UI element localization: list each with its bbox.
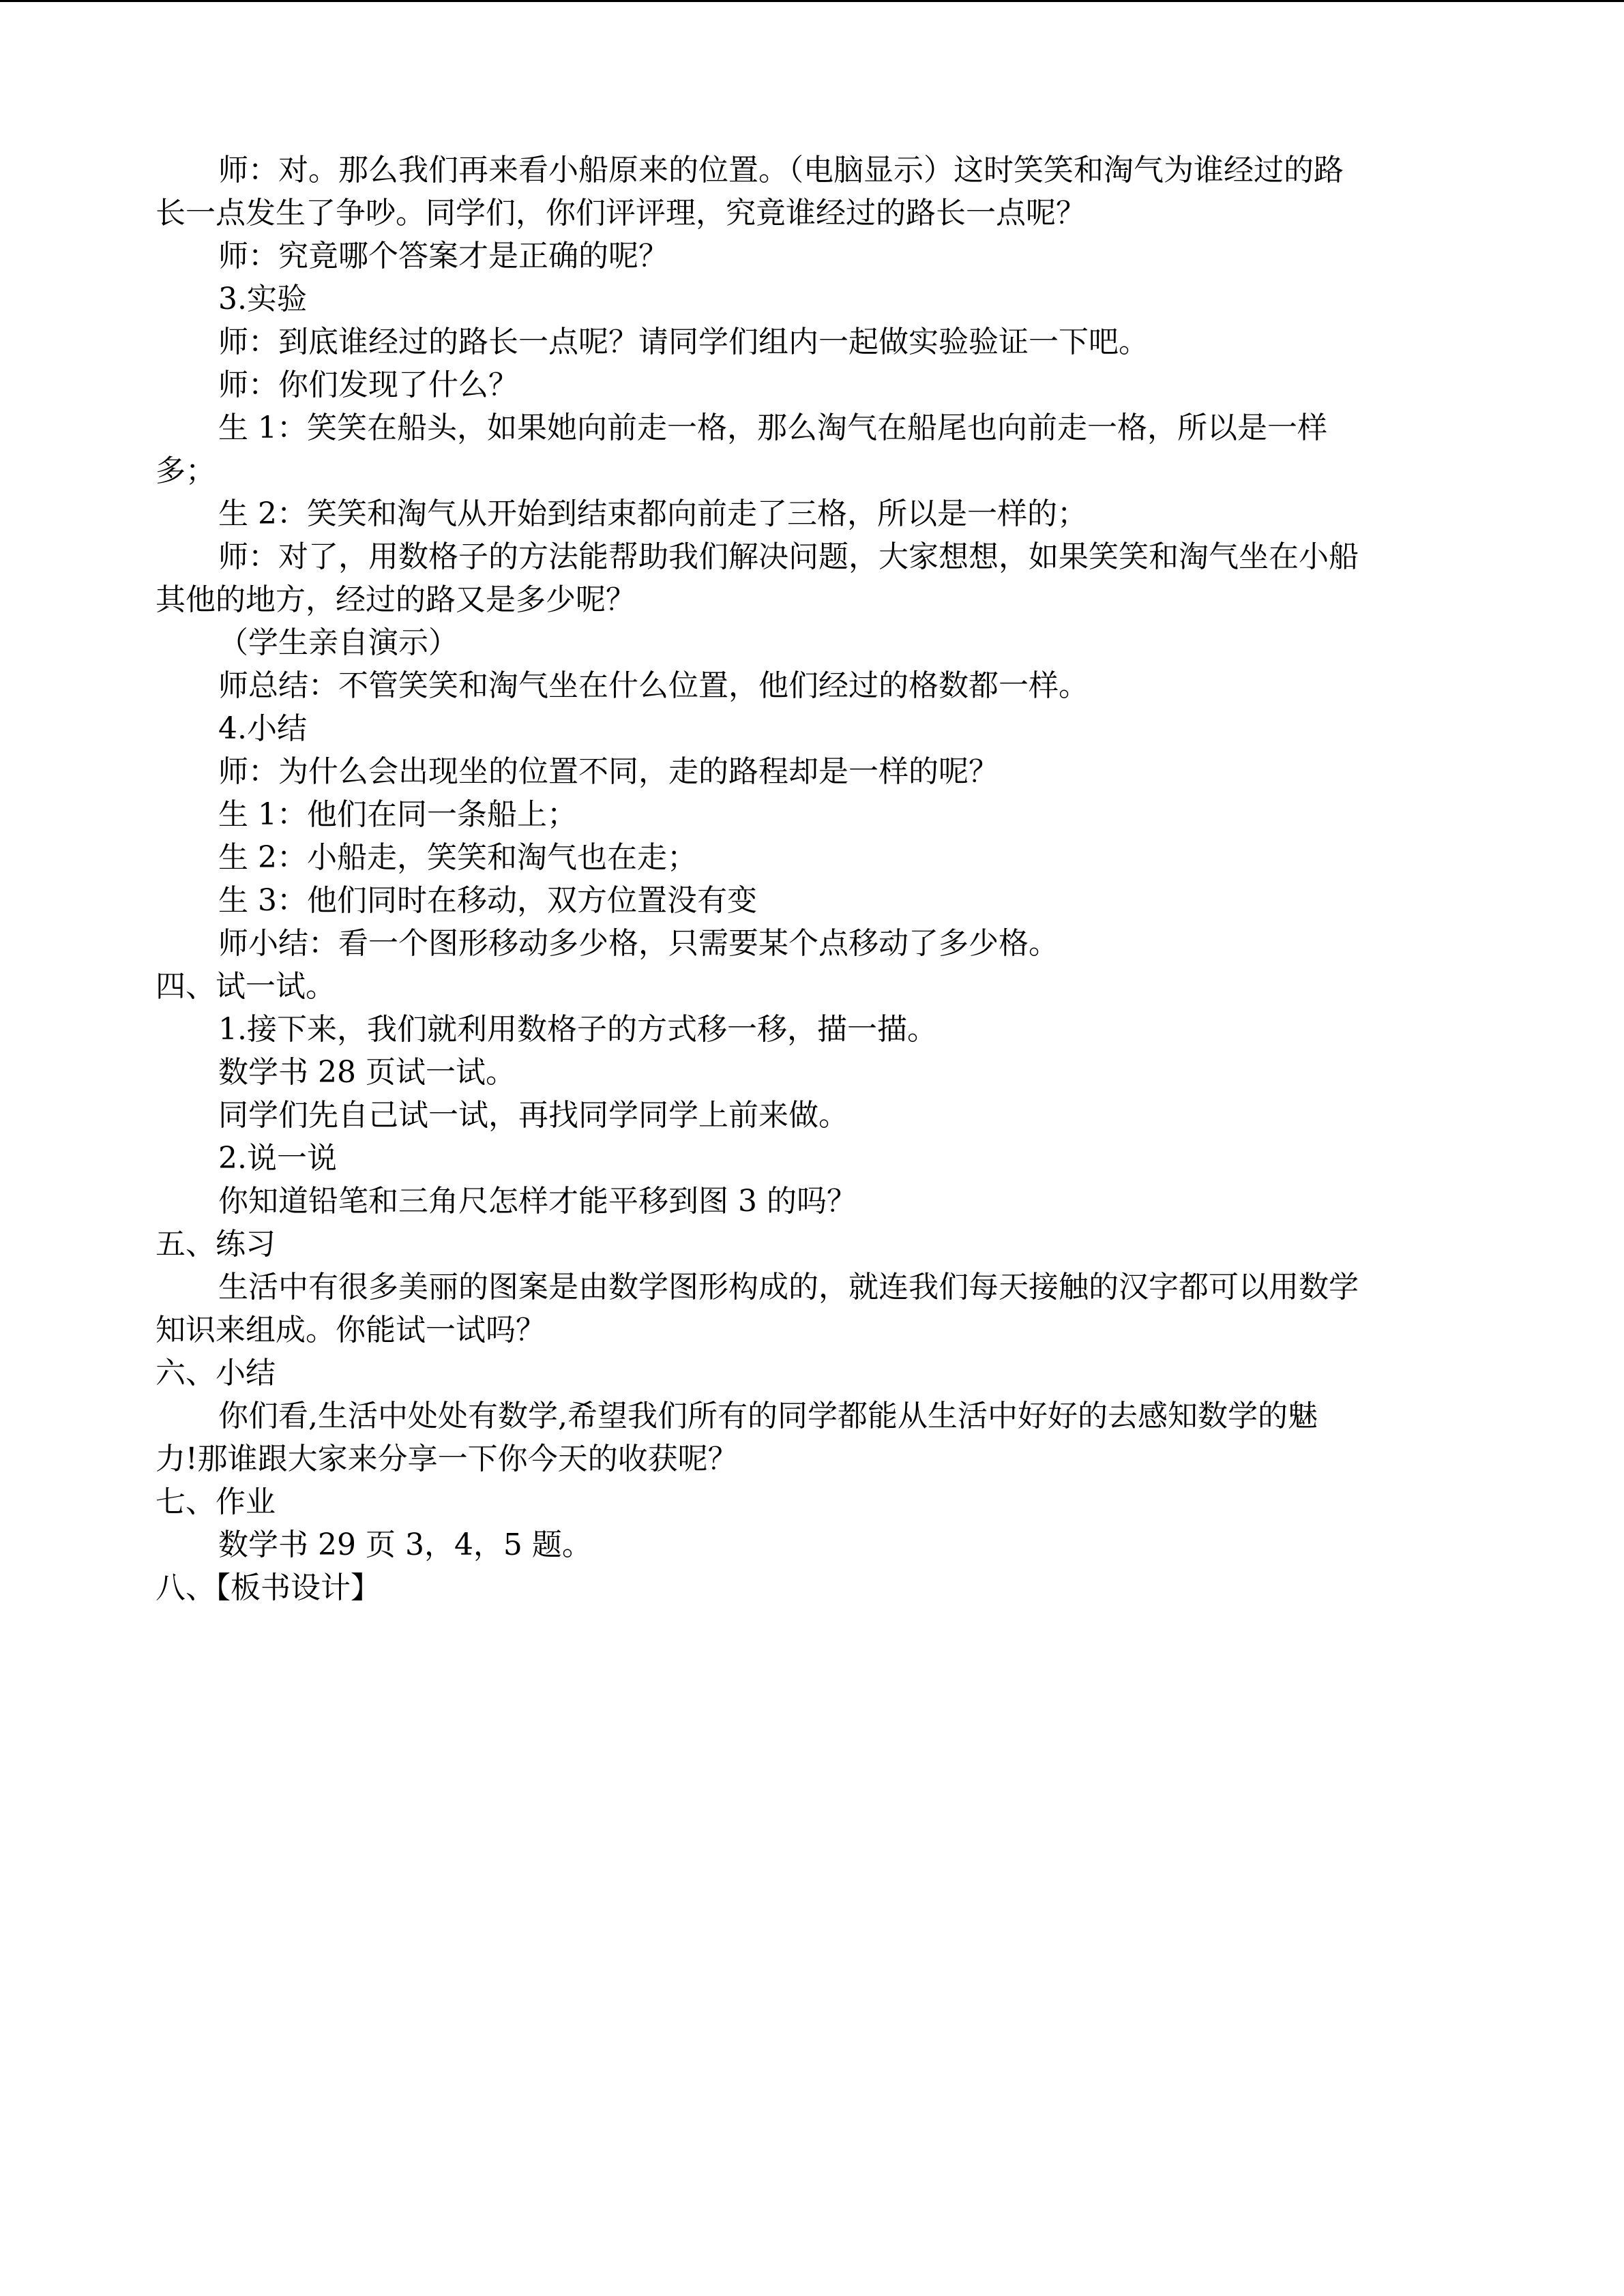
line-text: 长一点发生了争吵。同学们，你们评评理，究竟谁经过的路长一点呢？ [156, 196, 1086, 230]
line-text: 1.接下来，我们就利用数格子的方式移一移，描一描。 [218, 1012, 937, 1047]
text-line [156, 192, 1472, 235]
text-line [156, 535, 1472, 578]
text-line [156, 235, 1472, 278]
line-text: 师小结：看一个图形移动多少格，只需要某个点移动了多少格。 [218, 926, 1059, 961]
line-text: 知识来组成。你能试一试吗？ [156, 1313, 546, 1347]
line-text: 六、小结 [156, 1356, 276, 1390]
text-line [156, 707, 1472, 750]
line-text: 生 3：他们同时在移动，双方位置没有变 [218, 883, 757, 918]
text-line [156, 621, 1472, 664]
document-body [156, 149, 1472, 1609]
line-text: 2.说一说 [218, 1141, 337, 1176]
text-line [156, 1395, 1472, 1437]
line-text: 生 2：笑笑和淘气从开始到结束都向前走了三格，所以是一样的； [218, 496, 1087, 531]
text-line [156, 578, 1472, 621]
text-line [156, 363, 1472, 406]
line-text: 生 1：笑笑在船头，如果她向前走一格，那么淘气在船尾也向前走一格，所以是一样 [218, 411, 1327, 445]
line-text: 生活中有很多美丽的图案是由数学图形构成的，就连我们每天接触的汉字都可以用数学 [218, 1270, 1359, 1304]
line-text: 4.小结 [218, 711, 307, 746]
text-line [156, 449, 1472, 492]
line-text: 生 2：小船走，笑笑和淘气也在走； [218, 840, 697, 875]
line-text: 师：对了，用数格子的方法能帮助我们解决问题，大家想想，如果笑笑和淘气坐在小船 [218, 539, 1359, 574]
text-line [156, 879, 1472, 922]
text-line [156, 664, 1472, 707]
line-text: 师：究竟哪个答案才是正确的呢？ [218, 239, 668, 273]
page-top-border [0, 0, 1624, 2]
text-line [156, 1266, 1472, 1309]
line-text: 师：到底谁经过的路长一点呢？请同学们组内一起做实验验证一下吧。 [218, 325, 1149, 359]
line-text: 3.实验 [218, 282, 307, 316]
text-line [156, 1523, 1472, 1566]
line-text: 师：对。那么我们再来看小船原来的位置。（电脑显示）这时笑笑和淘气为谁经过的路 [218, 153, 1344, 188]
text-line [156, 278, 1472, 320]
text-line [156, 320, 1472, 363]
line-text: 力!那谁跟大家来分享一下你今天的收获呢？ [156, 1442, 738, 1476]
line-text: 师：为什么会出现坐的位置不同，走的路程却是一样的呢？ [218, 754, 999, 789]
line-text: 其他的地方，经过的路又是多少呢？ [156, 582, 636, 617]
text-line [156, 1094, 1472, 1137]
text-line [156, 922, 1472, 965]
line-text: 四、试一试。 [156, 969, 336, 1004]
line-text: 数学书 28 页试一试。 [218, 1055, 516, 1090]
text-line [156, 1180, 1472, 1223]
text-line [156, 492, 1472, 535]
text-line [156, 836, 1472, 879]
text-line [156, 1008, 1472, 1051]
line-text: 同学们先自己试一试，再找同学同学上前来做。 [218, 1098, 848, 1133]
text-line [156, 750, 1472, 793]
section-heading [156, 1352, 1472, 1395]
section-heading [156, 1223, 1472, 1266]
text-line [156, 793, 1472, 836]
line-text: 生 1：他们在同一条船上； [218, 797, 577, 832]
line-text: 八、【板书设计】 [156, 1570, 381, 1605]
text-line [156, 406, 1472, 449]
section-heading [156, 1480, 1472, 1523]
line-text: 你知道铅笔和三角尺怎样才能平移到图 3 的吗？ [218, 1184, 857, 1219]
text-line [156, 1437, 1472, 1480]
line-text: （学生亲自演示） [218, 625, 458, 660]
text-line [156, 1309, 1472, 1352]
text-line [156, 1137, 1472, 1180]
section-heading [156, 1566, 1472, 1609]
text-line [156, 1051, 1472, 1094]
line-text: 师总结：不管笑笑和淘气坐在什么位置，他们经过的格数都一样。 [218, 668, 1089, 703]
line-text: 数学书 29 页 3，4，5 题。 [218, 1527, 592, 1562]
text-line [156, 149, 1472, 192]
line-text: 七、作业 [156, 1485, 276, 1519]
line-text: 多； [156, 453, 216, 488]
line-text: 你们看,生活中处处有数学,希望我们所有的同学都能从生活中好好的去感知数学的魅 [218, 1399, 1318, 1433]
line-text: 师：你们发现了什么？ [218, 368, 518, 402]
section-heading [156, 965, 1472, 1008]
line-text: 五、练习 [156, 1227, 276, 1262]
